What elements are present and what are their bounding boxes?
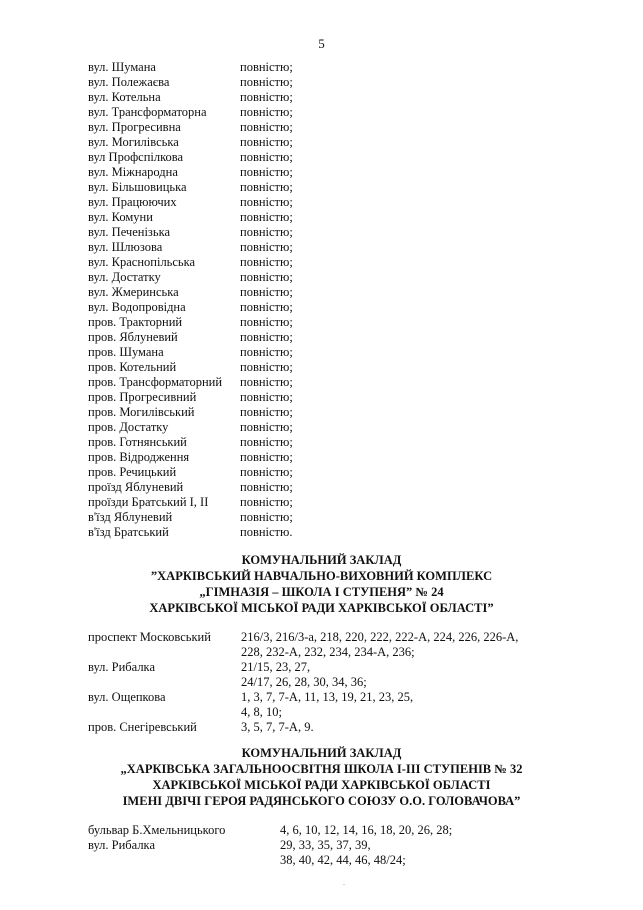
house-numbers: 24/17, 26, 28, 30, 34, 36; <box>241 675 367 689</box>
street-row <box>88 75 293 90</box>
house-numbers: 21/15, 23, 27, <box>241 660 311 674</box>
street-row <box>88 525 293 540</box>
street-name: в'їзд Яблуневий <box>88 510 173 524</box>
street-name: вул. Працюючих <box>88 195 177 209</box>
address-row <box>88 823 452 838</box>
heading-line: КОМУНАЛЬНИЙ ЗАКЛАД <box>241 553 402 567</box>
address-row <box>88 630 518 645</box>
house-numbers: 3, 5, 7, 7-А, 9. <box>241 720 314 734</box>
street-row <box>88 375 293 390</box>
street-name: пров. Могилівський <box>88 405 195 419</box>
street-row <box>88 330 293 345</box>
street-row <box>88 150 293 165</box>
section1-heading <box>0 552 643 616</box>
address-street-name <box>88 645 241 660</box>
street-name: пров. Трансформаторний <box>88 375 223 389</box>
address-row <box>88 705 518 720</box>
street-row <box>88 270 293 285</box>
street-name: вул. Міжнародна <box>88 165 178 179</box>
address-row <box>88 645 518 660</box>
street-name: вул. Прогресивна <box>88 120 181 134</box>
house-numbers: 228, 232-А, 232, 234, 234-А, 236; <box>241 645 415 659</box>
heading-line: КОМУНАЛЬНИЙ ЗАКЛАД <box>241 746 402 760</box>
street-row <box>88 450 293 465</box>
house-numbers: 216/3, 216/3-а, 218, 220, 222, 222-А, 224, 226, 226-А, <box>241 630 519 644</box>
street-coverage: повністю; <box>240 465 293 479</box>
scan-mark: . <box>343 878 345 887</box>
address-street-name: вул. Ощепкова <box>88 690 166 704</box>
street-row <box>88 120 293 135</box>
street-row <box>88 435 293 450</box>
street-name: в'їзд Братський <box>88 525 169 539</box>
heading-line: ХАРКІВСЬКОЇ МІСЬКОЇ РАДИ ХАРКІВСЬКОЇ ОБЛАСТІ” <box>149 601 494 615</box>
street-name: вул Профспілкова <box>88 150 184 164</box>
street-row <box>88 345 293 360</box>
street-row <box>88 90 293 105</box>
street-coverage: повністю; <box>240 375 293 389</box>
street-name: вул. Краснопільська <box>88 255 196 269</box>
street-coverage: повністю; <box>240 480 293 494</box>
street-row <box>88 405 293 420</box>
street-row <box>88 465 293 480</box>
street-coverage: повністю; <box>240 510 293 524</box>
address-row <box>88 720 518 735</box>
address-street-name: пров. Снегіревський <box>88 720 197 734</box>
street-row <box>88 480 293 495</box>
street-row <box>88 315 293 330</box>
street-name: вул. Шлюзова <box>88 240 163 254</box>
street-coverage: повністю; <box>240 225 293 239</box>
street-coverage: повністю; <box>240 360 293 374</box>
street-row <box>88 180 293 195</box>
address-row <box>88 853 452 868</box>
house-numbers: 4, 8, 10; <box>241 705 282 719</box>
page-number: 5 <box>318 36 325 51</box>
street-coverage: повністю; <box>240 165 293 179</box>
street-coverage: повністю; <box>240 420 293 434</box>
street-name: вул. Котельна <box>88 90 161 104</box>
street-coverage: повністю; <box>240 120 293 134</box>
street-name: вул. Водопровідна <box>88 300 186 314</box>
street-row <box>88 420 293 435</box>
street-name: пров. Котельний <box>88 360 177 374</box>
street-name: пров. Достатку <box>88 420 169 434</box>
address-street-name: вул. Рибалка <box>88 838 155 852</box>
street-coverage: повністю; <box>240 390 293 404</box>
house-numbers: 1, 3, 7, 7-А, 11, 13, 19, 21, 23, 25, <box>241 690 414 704</box>
address-row <box>88 690 518 705</box>
street-name: пров. Тракторний <box>88 315 183 329</box>
street-row <box>88 240 293 255</box>
house-numbers: 4, 6, 10, 12, 14, 16, 18, 20, 26, 28; <box>280 823 453 837</box>
street-coverage: повністю; <box>240 75 293 89</box>
street-row <box>88 135 293 150</box>
street-row <box>88 285 293 300</box>
address-street-name <box>88 853 280 868</box>
house-numbers: 38, 40, 42, 44, 46, 48/24; <box>280 853 406 867</box>
street-name: вул. Комуни <box>88 210 153 224</box>
street-coverage: повністю; <box>240 210 293 224</box>
street-row <box>88 210 293 225</box>
section2-address-list <box>88 823 452 868</box>
street-row <box>88 390 293 405</box>
street-name: пров. Готнянський <box>88 435 187 449</box>
heading-line: „ГІМНАЗІЯ – ШКОЛА І СТУПЕНЯ” № 24 <box>199 585 444 599</box>
address-street-name <box>88 705 241 720</box>
street-name: пров. Яблуневий <box>88 330 178 344</box>
street-coverage: повністю; <box>240 300 293 314</box>
street-row <box>88 195 293 210</box>
street-coverage: повністю; <box>240 135 293 149</box>
street-coverage: повністю; <box>240 450 293 464</box>
street-coverage: повністю; <box>240 60 293 74</box>
address-street-name <box>88 675 241 690</box>
street-coverage: повністю; <box>240 285 293 299</box>
street-coverage: повністю; <box>240 270 293 284</box>
heading-line: ”ХАРКІВСЬКИЙ НАВЧАЛЬНО-ВИХОВНИЙ КОМПЛЕКС <box>150 569 493 583</box>
heading-line: ІМЕНІ ДВІЧІ ГЕРОЯ РАДЯНСЬКОГО СОЮЗУ О.О. ГОЛОВАЧОВА” <box>122 794 521 808</box>
street-name: пров. Відродження <box>88 450 190 464</box>
street-row <box>88 225 293 240</box>
street-row <box>88 360 293 375</box>
street-name: вул. Могилівська <box>88 135 179 149</box>
street-coverage: повністю; <box>240 330 293 344</box>
heading-line: ХАРКІВСЬКОЇ МІСЬКОЇ РАДИ ХАРКІВСЬКОЇ ОБЛАСТІ <box>152 778 491 792</box>
street-coverage: повністю; <box>240 195 293 209</box>
street-coverage: повністю; <box>240 90 293 104</box>
street-name: пров. Речицький <box>88 465 177 479</box>
heading-line: „ХАРКІВСЬКА ЗАГАЛЬНООСВІТНЯ ШКОЛА І-ІІІ СТУПЕНІВ № 32 <box>120 762 523 776</box>
street-row <box>88 60 293 75</box>
street-name: проїзд Яблуневий <box>88 480 184 494</box>
street-row <box>88 255 293 270</box>
house-numbers: 29, 33, 35, 37, 39, <box>280 838 371 852</box>
street-name: пров. Прогресивний <box>88 390 197 404</box>
street-row <box>88 300 293 315</box>
address-street-name: вул. Рибалка <box>88 660 155 674</box>
address-row <box>88 675 518 690</box>
street-name: вул. Трансформаторна <box>88 105 207 119</box>
street-name: вул. Шумана <box>88 60 156 74</box>
street-coverage: повністю; <box>240 315 293 329</box>
street-coverage: повністю; <box>240 255 293 269</box>
section1-address-list <box>88 630 518 735</box>
address-row <box>88 660 518 675</box>
street-name: вул. Жмеринська <box>88 285 179 299</box>
street-coverage: повністю. <box>240 525 293 539</box>
street-name: вул. Більшовицька <box>88 180 187 194</box>
street-list <box>88 60 293 540</box>
street-name: проїзди Братський І, ІІ <box>88 495 209 509</box>
street-name: пров. Шумана <box>88 345 164 359</box>
street-coverage: повністю; <box>240 495 293 509</box>
address-street-name: бульвар Б.Хмельницького <box>88 823 226 837</box>
street-name: вул. Полежаєва <box>88 75 170 89</box>
address-street-name: проспект Московський <box>88 630 211 644</box>
section2-heading <box>0 745 643 809</box>
street-coverage: повністю; <box>240 180 293 194</box>
street-row <box>88 105 293 120</box>
street-row <box>88 495 293 510</box>
street-row <box>88 510 293 525</box>
street-coverage: повністю; <box>240 240 293 254</box>
street-coverage: повністю; <box>240 435 293 449</box>
street-row <box>88 165 293 180</box>
street-coverage: повністю; <box>240 150 293 164</box>
street-coverage: повністю; <box>240 405 293 419</box>
street-name: вул. Достатку <box>88 270 161 284</box>
street-coverage: повністю; <box>240 105 293 119</box>
street-coverage: повністю; <box>240 345 293 359</box>
address-row <box>88 838 452 853</box>
street-name: вул. Печенізька <box>88 225 170 239</box>
